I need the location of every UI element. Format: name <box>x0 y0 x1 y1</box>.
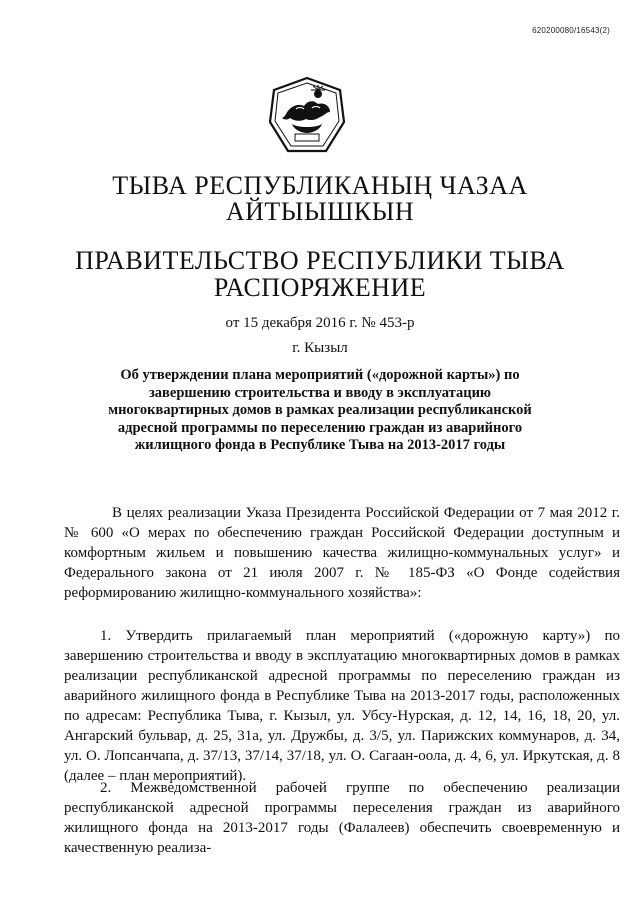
document-city: г. Кызыл <box>292 340 348 356</box>
paragraph-preamble: В целях реализации Указа Президента Российской Федерации от 7 мая 2012 г. № 600 «О мерах по обеспечению граждан Российской Федерации доступным и комфортным жильем и повышению качества жилищно-коммунальных услуг» и Федерального закона от 21 июля 2007 г. № 185-ФЗ «О Фонде содействия реформированию жилищно-коммунального хозяйства»: <box>64 505 620 601</box>
paragraph-item-1: 1. Утвердить прилагаемый план мероприятий («дорожную карту») по завершению строительства и вводу в эксплуатацию многоквартирных домов в рамках реализации республиканской адресной программы по переселению граждан из аварийного жилищного фонда в Республике Тыва на 2013-2017 годы, расположенных по адресам: Республика Тыва, г. Кызыл, ул. Убсу-Нурская, д. 12, 14, 16, 18, 20, ул. Ангарский бульвар, д. 25, 31а, ул. Дружбы, д. 3/5, ул. Парижских коммунаров, д. 34, ул. О. Лопсанчапа, д. 37/13, 37/14, 37/18, ул. О. Сагаан-оола, д. 4, 6, ул. Иркутская, д. 8 (далее – план мероприятий). <box>64 628 620 784</box>
emblem-of-tuva-icon <box>268 76 346 156</box>
document-date: от 15 декабря 2016 г. № 453-р <box>225 315 415 331</box>
russian-header-line-2: РАСПОРЯЖЕНИЕ <box>213 273 427 302</box>
tuvan-header-line-1: ТЫВА РЕСПУБЛИКАНЫҢ ЧАЗАА <box>112 171 528 200</box>
paragraph-item-2: 2. Межведомственной рабочей группе по обеспечению реализации республиканской адресной программы переселения граждан из аварийного жилищного фонда на 2013-2017 годы (Фалалеев) обеспечить своевременную и качественную реализа- <box>64 780 620 856</box>
document-number: 620200080/16543(2) <box>532 26 610 35</box>
document-title: Об утверждении плана мероприятий («дорожной карты») по завершению строительства и вводу в эксплуатацию многоквартирных домов в рамках реализации республиканской адресной программы по переселению граждан из аварийного жилищного фонда в Республике Тыва на 2013-2017 годы <box>108 367 532 453</box>
russian-header-line-1: ПРАВИТЕЛЬСТВО РЕСПУБЛИКИ ТЫВА <box>75 246 565 275</box>
tuvan-header-line-2: АЙТЫЫШКЫН <box>225 197 415 226</box>
